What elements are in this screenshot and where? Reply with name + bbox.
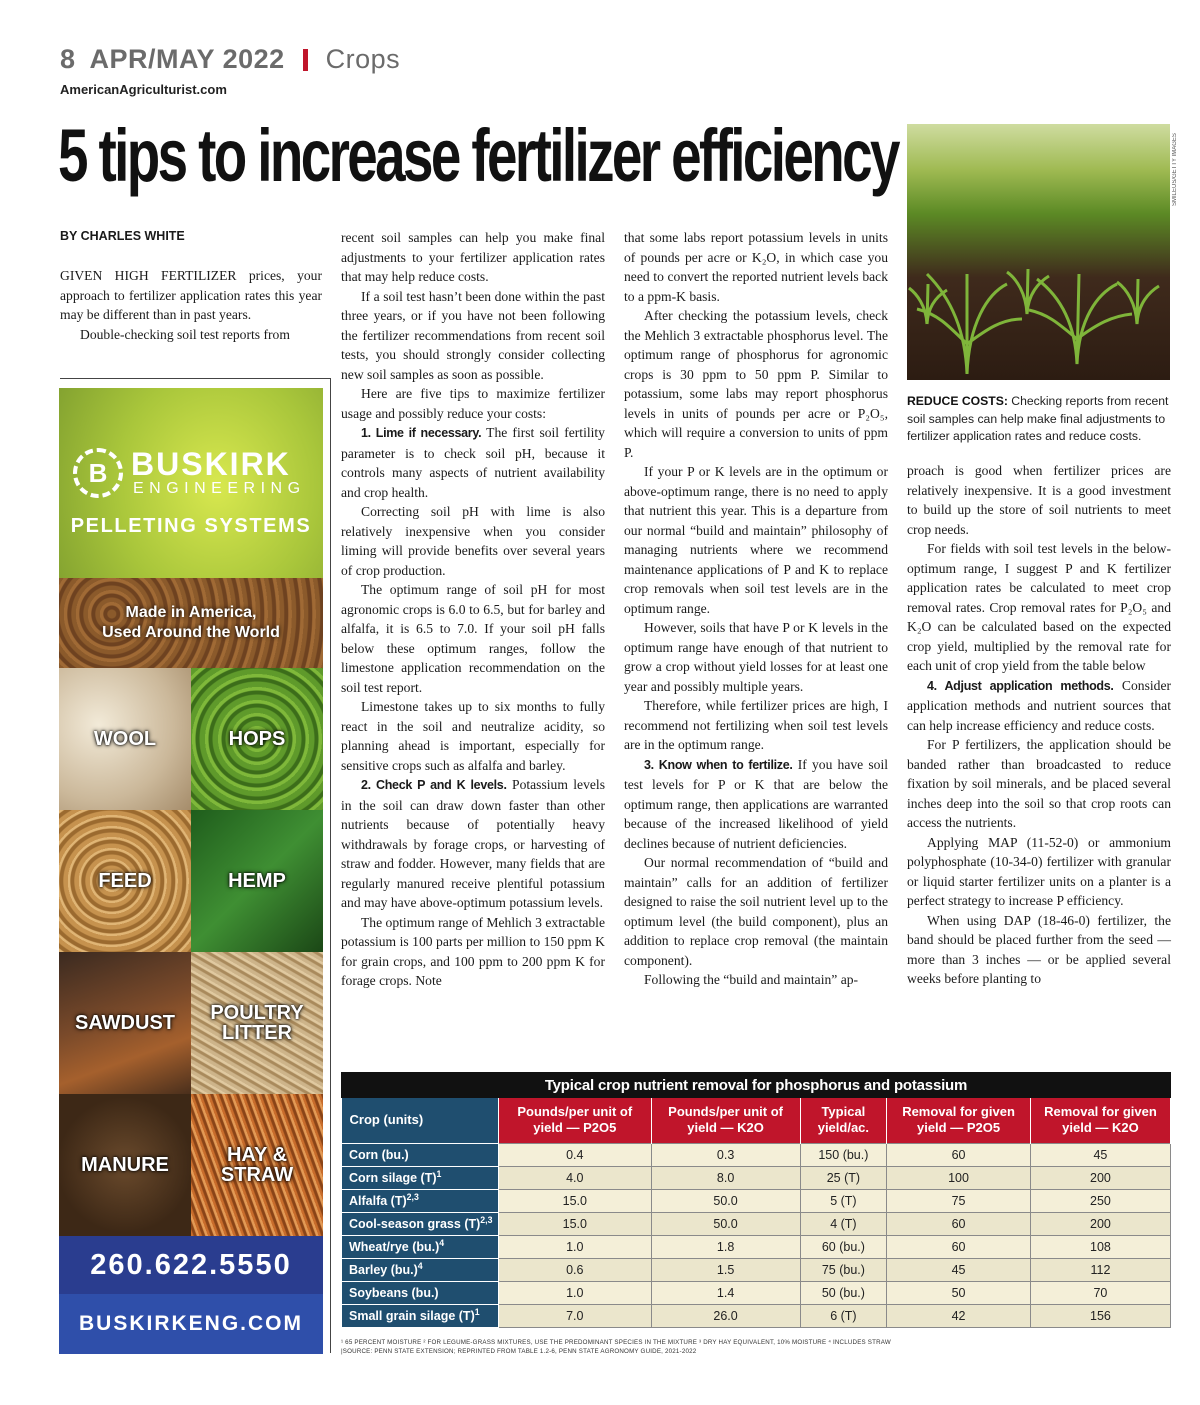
article-column-1: [60, 266, 322, 344]
typical-yield-cell-value: 6 (T): [830, 1308, 857, 1323]
header-divider: [303, 49, 308, 71]
k2o-removal-cell-value: 200: [1090, 1170, 1111, 1185]
crop-cell: [342, 1189, 499, 1212]
ad-brand-sub: ENGINEERING: [133, 480, 306, 497]
body-paragraph: that some labs report potassium levels in units of pounds per acre or K₂O, in which case you need to convert the reported nutrient levels back to a ppm-K basis.: [624, 230, 888, 304]
typical-yield-cell-value: 75 (bu.): [821, 1262, 865, 1277]
buskirk-logo-icon: B: [73, 448, 123, 498]
k2o-removal-cell-value: 70: [1093, 1285, 1108, 1300]
p2o5-removal-cell-value: 45: [951, 1262, 966, 1277]
typical-yield-cell: [800, 1189, 887, 1212]
tip-1-heading: 1. Lime if necessary.: [361, 426, 482, 440]
p2o5-per-unit-cell: [499, 1143, 652, 1166]
body-paragraph: Applying MAP (11-52-0) or ammonium polyphosphate (10-34-0) fertilizer with granular or liquid starter fertilizer units on a planter is a perfect strategy to increase P efficiency.: [907, 834, 1171, 908]
k2o-per-unit-cell: [651, 1143, 800, 1166]
typical-yield-cell: [800, 1304, 887, 1327]
footnote-marker: 1: [436, 1169, 442, 1180]
article-headline: 5 tips to increase fertilizer efficiency: [58, 114, 898, 197]
p2o5-per-unit-cell-value: 15.0: [562, 1193, 587, 1208]
body-paragraph: Double-checking soil test reports from: [80, 326, 290, 342]
ad-tile-hemp: HEMP: [191, 810, 323, 952]
k2o-per-unit-cell: [651, 1281, 800, 1304]
k2o-per-unit-cell-value: 8.0: [716, 1170, 735, 1185]
body-paragraph: Here are five tips to maximize fertilizer usage and possibly reduce your costs:: [341, 386, 605, 421]
p2o5-removal-cell-value: 60: [951, 1147, 966, 1162]
body-paragraph: When using DAP (18-46-0) fertilizer, the band should be placed further from the seed — more than 3 inches — or be applied several weeks before planting to: [907, 912, 1171, 986]
ad-tile-hops: HOPS: [191, 668, 323, 810]
k2o-per-unit-cell: [651, 1235, 800, 1258]
p2o5-removal-cell-value: 42: [951, 1308, 966, 1323]
footnote-line-1: ¹ 65 PERCENT MOISTURE ² FOR LEGUME-GRASS MIXTURES, USE THE PREDOMINANT SPECIES IN THE MIXTURE ³ DRY HAY EQUIVALENT, 10% MOISTURE ⁴ INCLUDES STRAW: [341, 1339, 891, 1346]
typical-yield-cell: [800, 1258, 887, 1281]
k2o-per-unit-cell-value: 1.8: [716, 1239, 735, 1254]
crop-cell: [342, 1258, 499, 1281]
ad-website[interactable]: BUSKIRKENG.COM: [59, 1294, 323, 1354]
body-paragraph: proach is good when fertilizer prices are relatively inexpensive. It is a good investment to build up the store of soil nutrients to meet crop needs.: [907, 463, 1171, 537]
p2o5-removal-cell-value: 60: [951, 1216, 966, 1231]
ad-tile-wool: WOOL: [59, 668, 191, 810]
typical-yield-cell-value: 25 (T): [826, 1170, 861, 1185]
p2o5-per-unit-cell-value: 1.0: [566, 1285, 584, 1300]
p2o5-removal-cell-value: 100: [948, 1170, 969, 1185]
table-row: [342, 1235, 1171, 1258]
p2o5-per-unit-cell-value: 4.0: [566, 1170, 584, 1185]
p2o5-per-unit-cell: [499, 1189, 652, 1212]
ad-tile-manure: MANURE: [59, 1094, 191, 1236]
k2o-removal-cell-value: 45: [1093, 1147, 1108, 1162]
body-paragraph: Therefore, while fertilizer prices are high, I recommend not fertilizing when soil test levels are in the optimum range.: [624, 698, 888, 752]
k2o-per-unit-cell: [651, 1258, 800, 1281]
ad-tile-poultry-litter: POULTRY LITTER: [191, 952, 323, 1094]
tip-2-text: Potassium levels in the soil can draw down faster than other nutrients because of potentially heavy withdrawals by forage crops, or harvesting of straw and fodder. However, many fields that are regularly manured receive plentiful potassium and may have above-optimum potassium levels.: [341, 777, 605, 910]
corn-seedlings-illustration: [907, 124, 1170, 380]
crop-cell-value: Corn silage (T): [349, 1171, 437, 1186]
ad-headline: PELLETING SYSTEMS: [70, 515, 312, 537]
crop-cell-value: Small grain silage (T): [349, 1309, 475, 1324]
p2o5-per-unit-cell: [499, 1258, 652, 1281]
typical-yield-cell-value: 4 (T): [830, 1216, 857, 1231]
body-paragraph: GIVEN HIGH FERTILIZER prices, your approach to fertilizer application rates this year may be different than in past years.: [60, 268, 322, 322]
tip-paragraph: [341, 775, 605, 913]
footnote-marker: 2,3: [480, 1215, 493, 1226]
tip-4-text: Consider application methods and nutrient sources that can help increase efficiency and reduce costs.: [907, 677, 1172, 733]
table-row: [342, 1304, 1171, 1327]
section-name: Crops: [325, 44, 401, 74]
p2o5-per-unit-cell: [499, 1166, 652, 1189]
tip-paragraph: [907, 676, 1171, 736]
k2o-removal-cell: [1030, 1304, 1170, 1327]
crop-cell: [342, 1235, 499, 1258]
body-paragraph: recent soil samples can help you make final adjustments to your fertilizer application rates that may help reduce costs.: [341, 230, 605, 284]
body-paragraph: Our normal recommendation of “build and maintain” calls for an addition of fertilizer designed to raise the soil nutrient level up to the optimum level (the build component), plus an addition to replace crop removal (the maintain component).: [624, 855, 888, 968]
corn-field-photo: [907, 124, 1170, 380]
body-paragraph: Correcting soil pH with lime is also relatively inexpensive when you consider liming will provide benefits over several years of crop production.: [341, 504, 605, 578]
p2o5-per-unit-cell: [499, 1212, 652, 1235]
k2o-per-unit-cell: [651, 1166, 800, 1189]
k2o-removal-cell-value: 108: [1090, 1239, 1111, 1254]
k2o-per-unit-cell-value: 50.0: [713, 1193, 738, 1208]
k2o-per-unit-cell: [651, 1189, 800, 1212]
p2o5-per-unit-cell-value: 1.0: [566, 1239, 584, 1254]
caption-lead: REDUCE COSTS:: [907, 394, 1008, 408]
tip-4-heading: 4. Adjust application methods.: [927, 678, 1114, 693]
tip-1-text: The first soil fertility parameter is to check soil pH, because it controls many aspects of nutrient availability and crop health.: [341, 425, 605, 500]
p2o5-per-unit-cell-value: 7.0: [566, 1308, 584, 1323]
body-paragraph: The optimum range of Mehlich 3 extractable potassium is 100 parts per million to 150 ppm K for grain crops, and 100 ppm to 200 ppm K for forage crops. Note: [341, 914, 605, 988]
p2o5-removal-cell: [887, 1212, 1031, 1235]
p2o5-removal-cell: [887, 1166, 1031, 1189]
ad-phone[interactable]: 260.622.5550: [59, 1236, 323, 1294]
page-header: [60, 44, 400, 75]
k2o-per-unit-cell: [651, 1212, 800, 1235]
typical-yield-cell: [800, 1235, 887, 1258]
k2o-per-unit-cell-value: 26.0: [713, 1308, 738, 1323]
body-paragraph: The optimum range of soil pH for most agronomic crops is 6.0 to 6.5, but for barley and alfalfa, it is 6.5 to 7.0. If your soil pH falls below these optimum ranges, follow the limestone application recommendation on the soil test report.: [341, 582, 605, 695]
k2o-removal-cell-value: 200: [1090, 1216, 1111, 1231]
k2o-per-unit-cell-value: 1.5: [716, 1262, 735, 1277]
table-header-row: [342, 1098, 1171, 1143]
column-header: Removal for given yield — K2O: [1030, 1098, 1170, 1143]
ad-tagline: [59, 603, 323, 643]
crop-cell-value: Corn (bu.): [349, 1148, 409, 1163]
k2o-removal-cell: [1030, 1235, 1170, 1258]
tip-3-text: If you have soil test levels for P or K that are below the optimum range, then applications are warranted because of the increased likelihood of yield declines because of nutrient deficiencies.: [624, 756, 888, 851]
tip-paragraph: [341, 423, 605, 502]
table-row: [342, 1166, 1171, 1189]
p2o5-removal-cell: [887, 1143, 1031, 1166]
k2o-removal-cell: [1030, 1212, 1170, 1235]
footnote-marker: 4: [417, 1261, 423, 1272]
k2o-removal-cell-value: 156: [1090, 1308, 1111, 1323]
typical-yield-cell: [800, 1281, 887, 1304]
table-row: [342, 1212, 1171, 1235]
k2o-removal-cell-value: 250: [1090, 1193, 1111, 1208]
crop-cell: [342, 1212, 499, 1235]
footnote-marker: 4: [439, 1238, 445, 1249]
p2o5-removal-cell-value: 75: [951, 1193, 966, 1208]
byline: BY CHARLES WHITE: [60, 229, 185, 243]
p2o5-removal-cell-value: 50: [951, 1285, 966, 1300]
typical-yield-cell: [800, 1212, 887, 1235]
crop-cell-value: Alfalfa (T): [349, 1194, 407, 1209]
ad-tagline-line-1: Made in America,: [125, 604, 257, 621]
p2o5-per-unit-cell: [499, 1235, 652, 1258]
ad-tile-hay-straw: HAY & STRAW: [191, 1094, 323, 1236]
p2o5-per-unit-cell-value: 0.6: [566, 1262, 584, 1277]
k2o-removal-cell: [1030, 1166, 1170, 1189]
k2o-per-unit-cell-value: 50.0: [713, 1216, 738, 1231]
p2o5-removal-cell: [887, 1281, 1031, 1304]
k2o-removal-cell-value: 112: [1090, 1262, 1111, 1277]
p2o5-per-unit-cell: [499, 1281, 652, 1304]
photo-caption: [907, 393, 1171, 446]
k2o-removal-cell: [1030, 1258, 1170, 1281]
typical-yield-cell: [800, 1166, 887, 1189]
k2o-per-unit-cell-value: 1.4: [716, 1285, 735, 1300]
column-header: Pounds/per unit of yield — P2O5: [499, 1098, 652, 1143]
buskirk-advertisement[interactable]: [59, 388, 323, 1354]
p2o5-per-unit-cell: [499, 1304, 652, 1327]
k2o-per-unit-cell-value: 0.3: [716, 1147, 735, 1162]
table-row: [342, 1143, 1171, 1166]
crop-cell-value: Wheat/rye (bu.): [349, 1240, 440, 1255]
tip-3-heading: 3. Know when to fertilize.: [644, 757, 793, 772]
ad-border-right: [330, 378, 331, 1353]
article-column-4: [907, 461, 1171, 989]
column-header: Removal for given yield — P2O5: [887, 1098, 1031, 1143]
article-column-2: [341, 228, 605, 991]
crop-cell-value: Soybeans (bu.): [349, 1286, 439, 1301]
tip-2-heading: 2. Check P and K levels.: [361, 778, 507, 792]
k2o-removal-cell: [1030, 1143, 1170, 1166]
k2o-removal-cell: [1030, 1281, 1170, 1304]
article-column-3: [624, 228, 888, 990]
p2o5-removal-cell: [887, 1304, 1031, 1327]
body-paragraph: For fields with soil test levels in the below-optimum range, I suggest P and K fertilizer application rates be calculated to meet crop removal rates. Crop removal rates for P₂O₅ and K₂O can be calculated based on the expected crop yield, multiplied by the removal rate for each unit of crop yield from the table below: [907, 541, 1171, 673]
crop-cell: [342, 1281, 499, 1304]
table-row: [342, 1189, 1171, 1212]
footnote-marker: 1: [474, 1307, 480, 1318]
crop-cell: [342, 1166, 499, 1189]
crop-cell-value: Cool-season grass (T): [349, 1217, 481, 1232]
site-url[interactable]: AmericanAgriculturist.com: [60, 82, 227, 97]
column-header: Crop (units): [342, 1098, 499, 1143]
footnote-marker: 2,3: [406, 1192, 419, 1203]
ad-border-top: [60, 378, 330, 379]
caption-text: Checking reports from recent soil samples can help make final adjustments to fertilizer application rates and reduce costs.: [907, 394, 1169, 443]
k2o-per-unit-cell: [651, 1304, 800, 1327]
p2o5-removal-cell: [887, 1235, 1031, 1258]
typical-yield-cell-value: 50 (bu.): [821, 1285, 865, 1300]
body-paragraph: If your P or K levels are in the optimum or above-optimum range, there is no need to apply that nutrient this year. This is a departure from our normal “build and maintain” philosophy of managing nutrients where we recommend maintenance applications of P and K to replace crop removals when soil test levels are in the optimum range.: [624, 464, 888, 616]
crop-cell: [342, 1304, 499, 1327]
page-number: 8: [60, 44, 76, 74]
ad-brand: BUSKIRK: [131, 446, 291, 482]
p2o5-removal-cell: [887, 1258, 1031, 1281]
column-header: Typical yield/ac.: [800, 1098, 887, 1143]
table-title: Typical crop nutrient removal for phosphorus and potassium: [341, 1072, 1171, 1098]
p2o5-removal-cell: [887, 1189, 1031, 1212]
issue-date: APR/MAY 2022: [89, 44, 285, 74]
photo-credit: SMILEUS/GETTY IMAGES: [1172, 133, 1178, 206]
body-paragraph: If a soil test hasn’t been done within the past three years, or if you have not been following the fertilizer recommendations from recent soil tests, you should strongly consider collecting new soil samples as soon as possible.: [341, 288, 605, 382]
p2o5-removal-cell-value: 60: [951, 1239, 966, 1254]
typical-yield-cell-value: 60 (bu.): [821, 1239, 865, 1254]
table-row: [342, 1258, 1171, 1281]
body-paragraph: For P fertilizers, the application should be banded rather than broadcasted to reduce fixation by soil minerals, and be placed several inches deep into the soil so that crop roots can access the nutrients.: [907, 737, 1171, 830]
p2o5-per-unit-cell-value: 0.4: [566, 1147, 584, 1162]
body-paragraph: Limestone takes up to six months to fully react in the soil and neutralize acidity, so planning ahead is important, especially for sensitive crops such as alfalfa and barley.: [341, 699, 605, 773]
table-row: [342, 1281, 1171, 1304]
ad-tile-sawdust: SAWDUST: [59, 952, 191, 1094]
crop-cell-value: Barley (bu.): [349, 1263, 418, 1278]
column-header: Pounds/per unit of yield — K2O: [651, 1098, 800, 1143]
typical-yield-cell: [800, 1143, 887, 1166]
body-paragraph: After checking the potassium levels, check the Mehlich 3 extractable phosphorus level. The optimum range of phosphorus for agronomic crops is 30 ppm to 50 ppm P. Similar to potassium, some labs may report phosphorus levels in units of pounds per acre or P₂O₅, which will require a conversion to units of ppm P.: [624, 308, 888, 460]
nutrient-removal-table: [341, 1072, 1171, 1328]
footnote-line-2: |SOURCE: PENN STATE EXTENSION; REPRINTED FROM TABLE 1.2-6, PENN STATE AGRONOMY GUIDE, 2021-2022: [341, 1348, 697, 1355]
body-paragraph: However, soils that have P or K levels in the optimum range have enough of that nutrient to grow a crop without yield losses for at least one year and possibly multiple years.: [624, 620, 888, 694]
p2o5-per-unit-cell-value: 15.0: [562, 1216, 587, 1231]
typical-yield-cell-value: 150 (bu.): [818, 1147, 869, 1162]
table-footnotes: [341, 1338, 1171, 1356]
body-paragraph: Following the “build and maintain” ap-: [644, 972, 859, 987]
ad-tagline-line-2: Used Around the World: [102, 624, 280, 641]
tip-paragraph: [624, 755, 888, 854]
crop-cell: [342, 1143, 499, 1166]
typical-yield-cell-value: 5 (T): [830, 1193, 857, 1208]
data-table: [341, 1098, 1171, 1328]
k2o-removal-cell: [1030, 1189, 1170, 1212]
ad-tile-feed: FEED: [59, 810, 191, 952]
